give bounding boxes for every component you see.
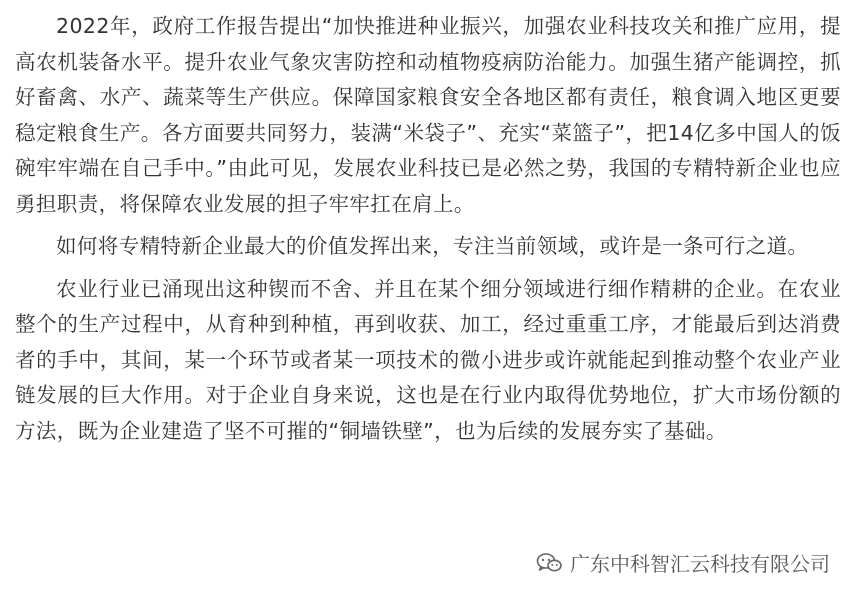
wechat-icon	[536, 552, 562, 574]
watermark-text: 广东中科智汇云科技有限公司	[570, 552, 830, 576]
paragraph-1: 2022年，政府工作报告提出“加快推进种业振兴，加强农业科技攻关和推广应用，提高农机装备水平。提升农业气象灾害防控和动植物疫病防治能力。加强生猪产能调控，抓好畜禽、水产、蔬菜等生产供应。保障国家粮食安全各地区都有责任，粮食调入地区更要稳定粮食生产。各方面要共同努力，装满“米袋子”、充实“菜篮子”，把14亿多中国人的饭碗牢牢端在自己手中。”由此可见，发展农业科技已是必然之势，我国的专精特新企业也应勇担职责，将保障农业发展的担子牢牢扛在肩上。	[15, 14, 841, 216]
paragraph-3: 农业行业已涌现出这种锲而不舍、并且在某个细分领域进行细作精耕的企业。在农业整个的生产过程中，从育种到种植，再到收获、加工，经过重重工序，才能最后到达消费者的手中，其间，某一个环节或者某一项技术的微小进步或许就能起到推动整个农业产业链发展的巨大作用。对于企业自身来说，这也是在行业内取得优势地位，扩大市场份额的方法，既为企业建造了坚不可摧的“铜墙铁壁”，也为后续的发展夯实了基础。	[15, 276, 841, 443]
source-watermark	[536, 548, 830, 577]
article-body	[15, 9, 841, 456]
bottom-edge-fade	[0, 587, 150, 601]
paragraph-2: 如何将专精特新企业最大的价值发挥出来，专注当前领域，或许是一条可行之道。	[56, 234, 809, 258]
